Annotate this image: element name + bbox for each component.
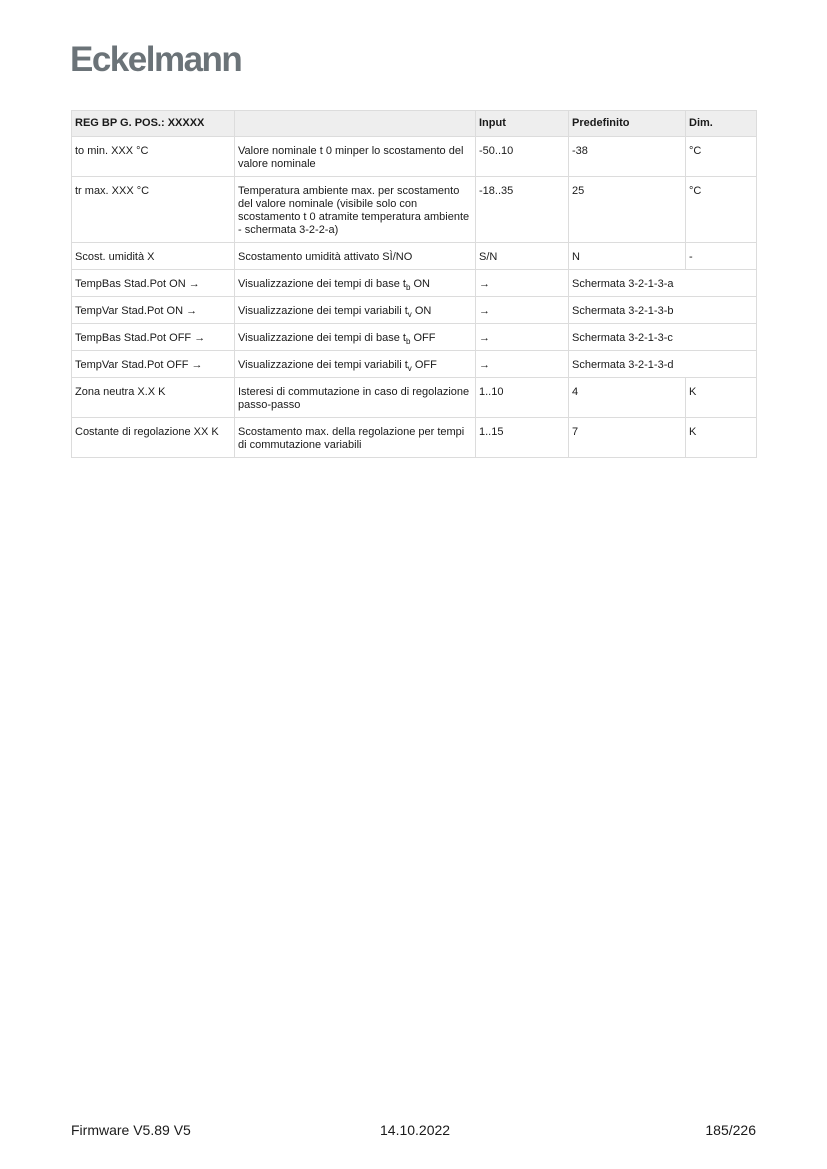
- footer-firmware: Firmware V5.89 V5: [71, 1122, 191, 1138]
- param-description: Isteresi di commutazione in caso di regolazione passo-passo: [235, 378, 476, 418]
- param-input: →: [476, 324, 569, 351]
- table-row: [72, 270, 757, 297]
- param-name: Scost. umidità X: [72, 243, 235, 270]
- table-row: [72, 418, 757, 458]
- param-input: →: [476, 297, 569, 324]
- param-dim: -: [686, 243, 757, 270]
- header-input: Input: [476, 111, 569, 137]
- table-row: [72, 243, 757, 270]
- header-default: Predefinito: [569, 111, 686, 137]
- param-dim: °C: [686, 137, 757, 177]
- param-default: Schermata 3-2-1-3-b: [569, 297, 757, 324]
- param-default: 7: [569, 418, 686, 458]
- param-name: TempBas Stad.Pot ON →: [72, 270, 235, 297]
- param-name: tr max. XXX °C: [72, 177, 235, 243]
- param-name: to min. XXX °C: [72, 137, 235, 177]
- param-default: -38: [569, 137, 686, 177]
- param-input: →: [476, 270, 569, 297]
- table-header-row: [72, 111, 757, 137]
- param-default: Schermata 3-2-1-3-a: [569, 270, 757, 297]
- table-row: [72, 297, 757, 324]
- param-description: Visualizzazione dei tempi di base $t_b$ OFF: [235, 324, 476, 351]
- param-description: Valore nominale t 0 minper lo scostamento del valore nominale: [235, 137, 476, 177]
- param-input: -18..35: [476, 177, 569, 243]
- param-name: Costante di regolazione XX K: [72, 418, 235, 458]
- param-input: S/N: [476, 243, 569, 270]
- param-description: Visualizzazione dei tempi variabili $t_v$ ON: [235, 297, 476, 324]
- param-default: N: [569, 243, 686, 270]
- footer-date: 14.10.2022: [380, 1122, 451, 1138]
- param-description: Temperatura ambiente max. per scostamento del valore nominale (visibile solo con scostamento t 0 atramite temperatura ambiente - schermata 3-2-2-a): [235, 177, 476, 243]
- table-row: [72, 378, 757, 418]
- param-input: 1..10: [476, 378, 569, 418]
- param-description: Visualizzazione dei tempi variabili $t_v$ OFF: [235, 351, 476, 378]
- param-name: TempVar Stad.Pot ON →: [72, 297, 235, 324]
- param-description: Scostamento max. della regolazione per tempi di commutazione variabili: [235, 418, 476, 458]
- param-dim: K: [686, 418, 757, 458]
- table-row: [72, 324, 757, 351]
- param-input: -50..10: [476, 137, 569, 177]
- param-default: Schermata 3-2-1-3-c: [569, 324, 757, 351]
- param-name: TempBas Stad.Pot OFF →: [72, 324, 235, 351]
- table-row: [72, 351, 757, 378]
- table-row: [72, 137, 757, 177]
- param-name: TempVar Stad.Pot OFF →: [72, 351, 235, 378]
- parameter-table: [71, 110, 757, 458]
- header-dim: Dim.: [686, 111, 757, 137]
- param-dim: K: [686, 378, 757, 418]
- param-dim: °C: [686, 177, 757, 243]
- param-default: 25: [569, 177, 686, 243]
- header-parameter: REG BP G. POS.: XXXXX: [72, 111, 235, 137]
- param-default: 4: [569, 378, 686, 418]
- param-input: →: [476, 351, 569, 378]
- footer-page-number: 185/226: [705, 1122, 756, 1138]
- table-row: [72, 177, 757, 243]
- param-input: 1..15: [476, 418, 569, 458]
- param-name: Zona neutra X.X K: [72, 378, 235, 418]
- header-description: [235, 111, 476, 137]
- param-default: Schermata 3-2-1-3-d: [569, 351, 757, 378]
- brand-logo: Eckelmann: [70, 40, 242, 79]
- param-description: Scostamento umidità attivato SÌ/NO: [235, 243, 476, 270]
- param-description: Visualizzazione dei tempi di base $t_b$ ON: [235, 270, 476, 297]
